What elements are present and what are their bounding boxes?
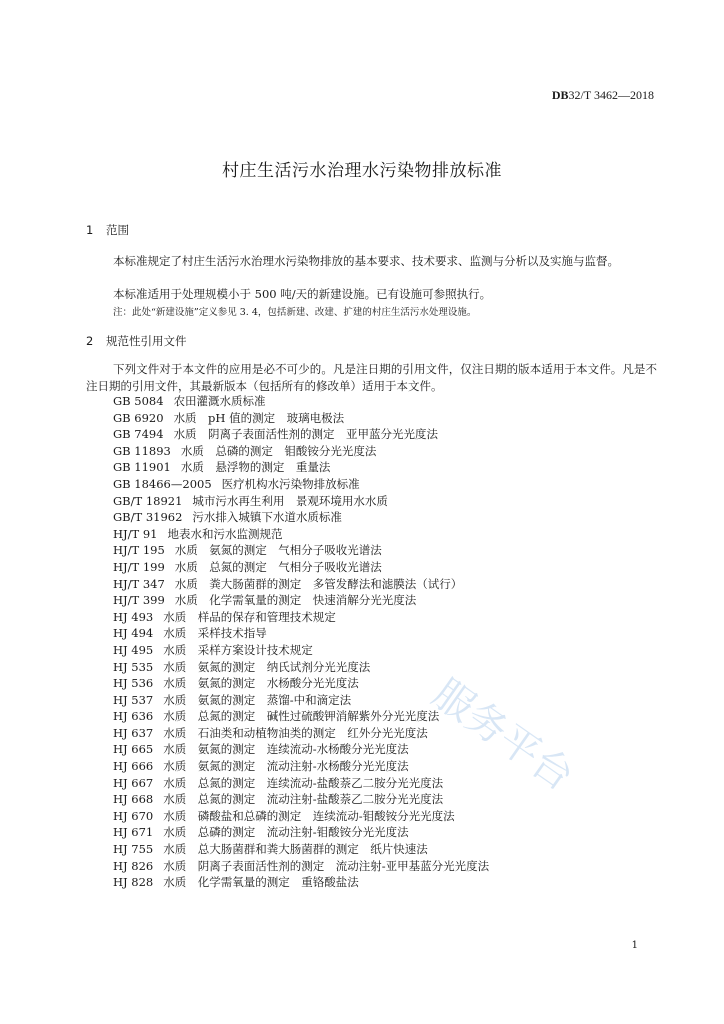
reference-title: 污水排入城镇下水道水质标准 xyxy=(192,510,342,525)
reference-item xyxy=(113,659,489,676)
reference-item xyxy=(113,609,489,626)
reference-code: GB/T 31962 xyxy=(113,510,183,525)
reference-code: GB 11893 xyxy=(113,443,171,458)
reference-item xyxy=(113,841,489,858)
reference-title: 水质 石油类和动植物油类的测定 红外分光光度法 xyxy=(163,725,428,740)
reference-title: 水质 氨氮的测定 水杨酸分光光度法 xyxy=(163,676,359,691)
reference-code: HJ 494 xyxy=(113,626,154,641)
reference-title: 水质 总氮的测定 连续流动-盐酸萘乙二胺分光光度法 xyxy=(163,775,444,790)
reference-item xyxy=(113,426,489,443)
page-number: 1 xyxy=(631,940,638,951)
reference-title: 水质 氨氮的测定 气相分子吸收光谱法 xyxy=(174,543,382,558)
section-title: 规范性引用文件 xyxy=(106,334,187,348)
reference-item xyxy=(113,791,489,808)
reference-code: GB 5084 xyxy=(113,394,164,408)
reference-item xyxy=(113,476,489,493)
reference-title: 农田灌溉水质标准 xyxy=(173,394,266,408)
reference-code: HJ 493 xyxy=(113,609,154,624)
reference-code: HJ 670 xyxy=(113,808,154,823)
reference-title: 水质 氨氮的测定 流动注射-水杨酸分光光度法 xyxy=(163,759,409,774)
reference-code: GB/T 18921 xyxy=(113,493,183,508)
reference-item xyxy=(113,808,489,825)
reference-item xyxy=(113,542,489,559)
reference-title: 水质 氨氮的测定 纳氏试剂分光光度法 xyxy=(163,659,371,674)
section-number: 2 xyxy=(86,334,94,348)
reference-item xyxy=(113,741,489,758)
reference-code: HJ 828 xyxy=(113,875,154,890)
reference-code: HJ 636 xyxy=(113,709,154,724)
reference-item xyxy=(113,559,489,576)
reference-code: GB 7494 xyxy=(113,427,164,442)
reference-code: HJ/T 91 xyxy=(113,526,158,541)
section-number: 1 xyxy=(86,223,94,237)
reference-code: HJ 665 xyxy=(113,742,154,757)
reference-item xyxy=(113,459,489,476)
reference-title: 水质 氨氮的测定 连续流动-水杨酸分光光度法 xyxy=(163,742,409,757)
reference-title: 水质 磷酸盐和总磷的测定 连续流动-钼酸铵分光光度法 xyxy=(163,808,455,823)
reference-code: GB 6920 xyxy=(113,410,164,425)
reference-title: 水质 阴离子表面活性剂的测定 流动注射-亚甲基蓝分光光度法 xyxy=(163,858,490,873)
reference-item xyxy=(113,393,489,410)
reference-item xyxy=(113,509,489,526)
reference-item xyxy=(113,642,489,659)
reference-title: 水质 阴离子表面活性剂的测定 亚甲蓝分光光度法 xyxy=(173,427,439,442)
reference-title: 水质 粪大肠菌群的测定 多管发酵法和滤膜法（试行） xyxy=(174,576,463,591)
reference-code: HJ 537 xyxy=(113,692,154,707)
document-code-rest: 32/T 3462—2018 xyxy=(568,88,654,102)
reference-code: HJ/T 399 xyxy=(113,593,165,608)
reference-code: GB 11901 xyxy=(113,460,171,475)
reference-code: HJ 535 xyxy=(113,659,154,674)
reference-title: 水质 总磷的测定 钼酸铵分光光度法 xyxy=(180,443,377,458)
reference-item xyxy=(113,858,489,875)
reference-title: 水质 总氮的测定 碱性过硫酸钾消解紫外分光光度法 xyxy=(163,709,440,724)
reference-item xyxy=(113,708,489,725)
reference-title: 水质 化学需氧量的测定 重铬酸盐法 xyxy=(163,875,359,890)
reference-item xyxy=(113,692,489,709)
reference-title: 水质 氨氮的测定 蒸馏-中和滴定法 xyxy=(163,692,352,707)
document-code xyxy=(552,88,654,103)
document-code-prefix: DB xyxy=(551,88,569,102)
watermark-text: 服务平台 xyxy=(424,670,582,800)
reference-code: HJ/T 347 xyxy=(113,576,165,591)
section-heading-scope xyxy=(86,222,129,238)
reference-code: GB 18466—2005 xyxy=(113,476,212,491)
reference-code: HJ 495 xyxy=(113,642,154,657)
reference-item xyxy=(113,576,489,593)
reference-title: 水质 总大肠菌群和粪大肠菌群的测定 纸片快速法 xyxy=(163,842,428,857)
reference-item xyxy=(113,824,489,841)
reference-item xyxy=(113,758,489,775)
reference-title: 城市污水再生利用 景观环境用水水质 xyxy=(192,493,388,508)
reference-title: 水质 采样技术指导 xyxy=(163,626,267,641)
section-heading-references xyxy=(86,333,187,349)
reference-code: HJ/T 195 xyxy=(113,543,165,558)
scope-paragraph-2: 本标准适用于处理规模小于 500 吨/天的新建设施。已有设施可参照执行。 xyxy=(113,287,492,301)
reference-code: HJ 671 xyxy=(113,825,154,840)
reference-item xyxy=(113,725,489,742)
reference-code: HJ 666 xyxy=(113,759,154,774)
reference-title: 水质 总氮的测定 气相分子吸收光谱法 xyxy=(174,559,382,574)
reference-code: HJ 536 xyxy=(113,676,154,691)
reference-item xyxy=(113,592,489,609)
reference-code: HJ 637 xyxy=(113,725,154,740)
reference-code: HJ 755 xyxy=(113,842,154,857)
reference-title: 医疗机构水污染物排放标准 xyxy=(221,476,360,491)
reference-item xyxy=(113,443,489,460)
reference-item xyxy=(113,493,489,510)
page-title: 村庄生活污水治理水污染物排放标准 xyxy=(222,161,502,181)
reference-code: HJ 668 xyxy=(113,792,154,807)
scope-note: 注：此处“新建设施”定义参见 3. 4，包括新建、改建、扩建的村庄生活污水处理设施。 xyxy=(113,307,477,318)
section-title: 范围 xyxy=(106,223,129,237)
reference-item xyxy=(113,874,489,891)
reference-item xyxy=(113,526,489,543)
reference-title: 水质 化学需氧量的测定 快速消解分光光度法 xyxy=(174,593,417,608)
reference-title: 水质 样品的保存和管理技术规定 xyxy=(163,609,336,624)
reference-title: 水质 采样方案设计技术规定 xyxy=(163,642,313,657)
reference-code: HJ 667 xyxy=(113,775,154,790)
scope-paragraph-1: 本标准规定了村庄生活污水治理水污染物排放的基本要求、技术要求、监测与分析以及实施与监督。 xyxy=(113,254,619,268)
reference-code: HJ/T 199 xyxy=(113,559,165,574)
reference-item xyxy=(113,775,489,792)
reference-code: HJ 826 xyxy=(113,858,154,873)
reference-title: 水质 总磷的测定 流动注射-钼酸铵分光光度法 xyxy=(163,825,409,840)
reference-title: 水质 总氮的测定 流动注射-盐酸萘乙二胺分光光度法 xyxy=(163,792,444,807)
reference-list xyxy=(113,393,489,891)
reference-title: 水质 pH 值的测定 玻璃电极法 xyxy=(173,410,345,425)
references-intro: 下列文件对于本文件的应用是必不可少的。凡是注日期的引用文件，仅注日期的版本适用于本文件。凡是不注日期的引用文件，其最新版本（包括所有的修改单）适用于本文件。 xyxy=(86,362,657,393)
reference-title: 地表水和污水监测规范 xyxy=(167,526,283,541)
reference-item xyxy=(113,410,489,427)
reference-item xyxy=(113,625,489,642)
reference-title: 水质 悬浮物的测定 重量法 xyxy=(180,460,331,475)
reference-item xyxy=(113,675,489,692)
